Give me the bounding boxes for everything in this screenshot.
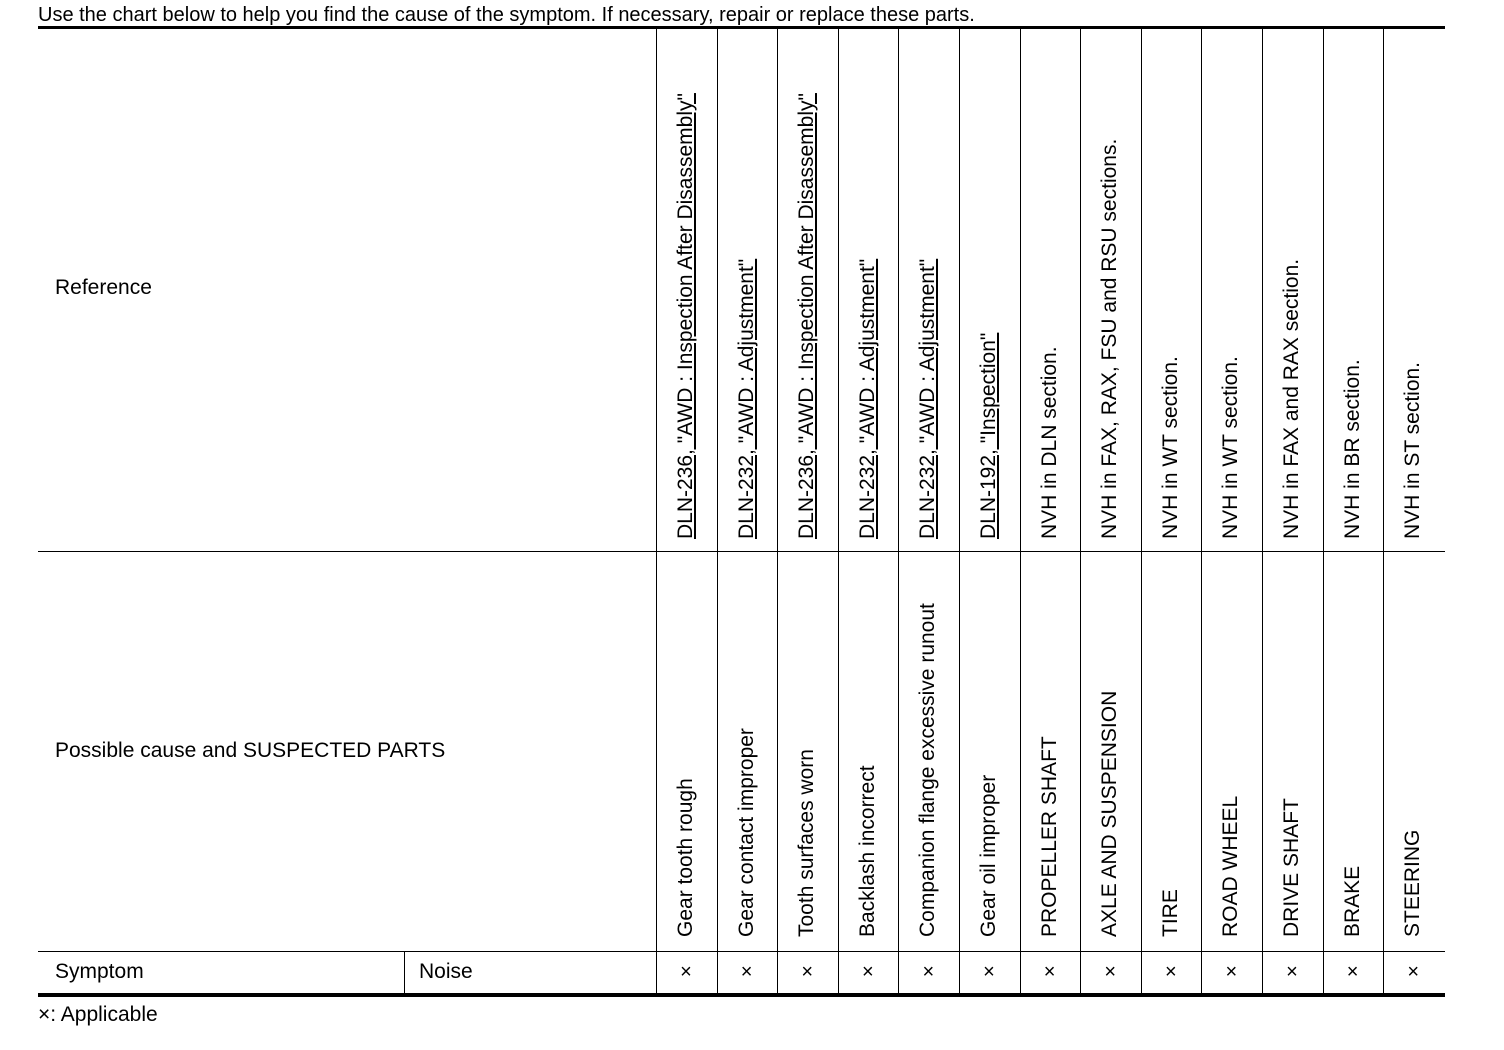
suspected-part-cell [1383,552,1443,951]
suspected-part-cell [1323,552,1383,951]
applicable-mark: × [740,961,753,983]
noise-label: Noise [419,960,473,983]
applicable-mark: × [1104,961,1117,983]
reference-text: NVH in WT section. [1219,356,1243,539]
suspected-part-cell [777,552,837,951]
suspected-part-label: Gear oil improper [977,774,1000,937]
suspected-part-label: Gear contact improper [734,728,758,937]
suspected-part-label: DRIVE SHAFT [1280,798,1303,937]
applicable-mark: × [680,961,692,983]
reference-cell [777,29,837,551]
reference-link[interactable]: DLN-236, "AWD : Inspection After Disassembly" [795,93,819,539]
suspected-part-cell [1080,552,1140,951]
suspected-part-cell [656,552,716,951]
applicable-mark: × [983,961,995,983]
applicable-mark: × [861,961,874,983]
symptom-noise-divider [404,951,405,993]
suspected-part-label: Backlash incorrect [855,765,879,937]
intro-text: Use the chart below to help you find the cause of the symptom. If necessary, repair or replace these parts. [38,4,975,26]
symptom-chart [38,26,1445,997]
suspected-part-label: Companion flange excessive runout [916,603,940,937]
suspected-part-cell [1262,552,1322,951]
applicable-mark: × [801,961,814,983]
reference-cell [838,29,898,551]
applicable-mark: × [1225,961,1238,983]
reference-cell [1141,29,1201,551]
suspected-part-label: ROAD WHEEL [1219,795,1243,937]
applicable-mark: × [1346,961,1359,983]
suspected-part-cell [898,552,958,951]
reference-cell [717,29,777,551]
suspected-part-label: TIRE [1158,889,1182,937]
possible-cause-label: Possible cause and SUSPECTED PARTS [55,739,446,762]
reference-label: Reference [55,276,152,299]
applicable-mark: × [1286,961,1298,983]
parts-divider [38,951,1445,952]
applicable-mark: × [1043,961,1056,983]
reference-text: NVH in DLN section. [1037,346,1061,539]
reference-cell [1383,29,1443,551]
reference-text: NVH in FAX and RAX section. [1280,258,1303,539]
reference-cell [898,29,958,551]
suspected-part-label: STEERING [1401,829,1425,937]
reference-cell [1323,29,1383,551]
reference-cell [1201,29,1261,551]
suspected-part-label: AXLE AND SUSPENSION [1098,690,1122,937]
suspected-part-cell [1020,552,1080,951]
reference-link[interactable]: DLN-232, "AWD : Adjustment" [734,258,758,539]
suspected-part-cell [838,552,898,951]
bottom-rule [38,993,1445,997]
legend: ×: Applicable [38,1003,158,1026]
suspected-part-label: PROPELLER SHAFT [1037,736,1061,937]
suspected-part-cell [1141,552,1201,951]
suspected-part-cell [959,552,1019,951]
applicable-mark: × [922,961,935,983]
symptom-label: Symptom [55,960,144,983]
reference-link[interactable]: DLN-192, "Inspection" [977,332,1000,539]
reference-cell [1262,29,1322,551]
reference-link[interactable]: DLN-236, "AWD : Inspection After Disassembly" [674,93,697,539]
reference-link[interactable]: DLN-232, "AWD : Adjustment" [855,258,879,539]
reference-text: NVH in ST section. [1401,361,1425,539]
suspected-part-cell [717,552,777,951]
applicable-mark: × [1164,961,1177,983]
reference-text: NVH in FAX, RAX, FSU and RSU sections. [1098,138,1122,539]
applicable-mark: × [1407,961,1420,983]
reference-text: NVH in WT section. [1158,356,1182,539]
suspected-part-label: BRAKE [1340,865,1364,937]
suspected-part-label: Gear tooth rough [674,778,697,937]
suspected-part-label: Tooth surfaces worn [795,749,819,937]
reference-cell [656,29,716,551]
reference-cell [1020,29,1080,551]
reference-cell [959,29,1019,551]
reference-text: NVH in BR section. [1340,359,1364,539]
reference-cell [1080,29,1140,551]
suspected-part-cell [1201,552,1261,951]
reference-link[interactable]: DLN-232, "AWD : Adjustment" [916,258,940,539]
